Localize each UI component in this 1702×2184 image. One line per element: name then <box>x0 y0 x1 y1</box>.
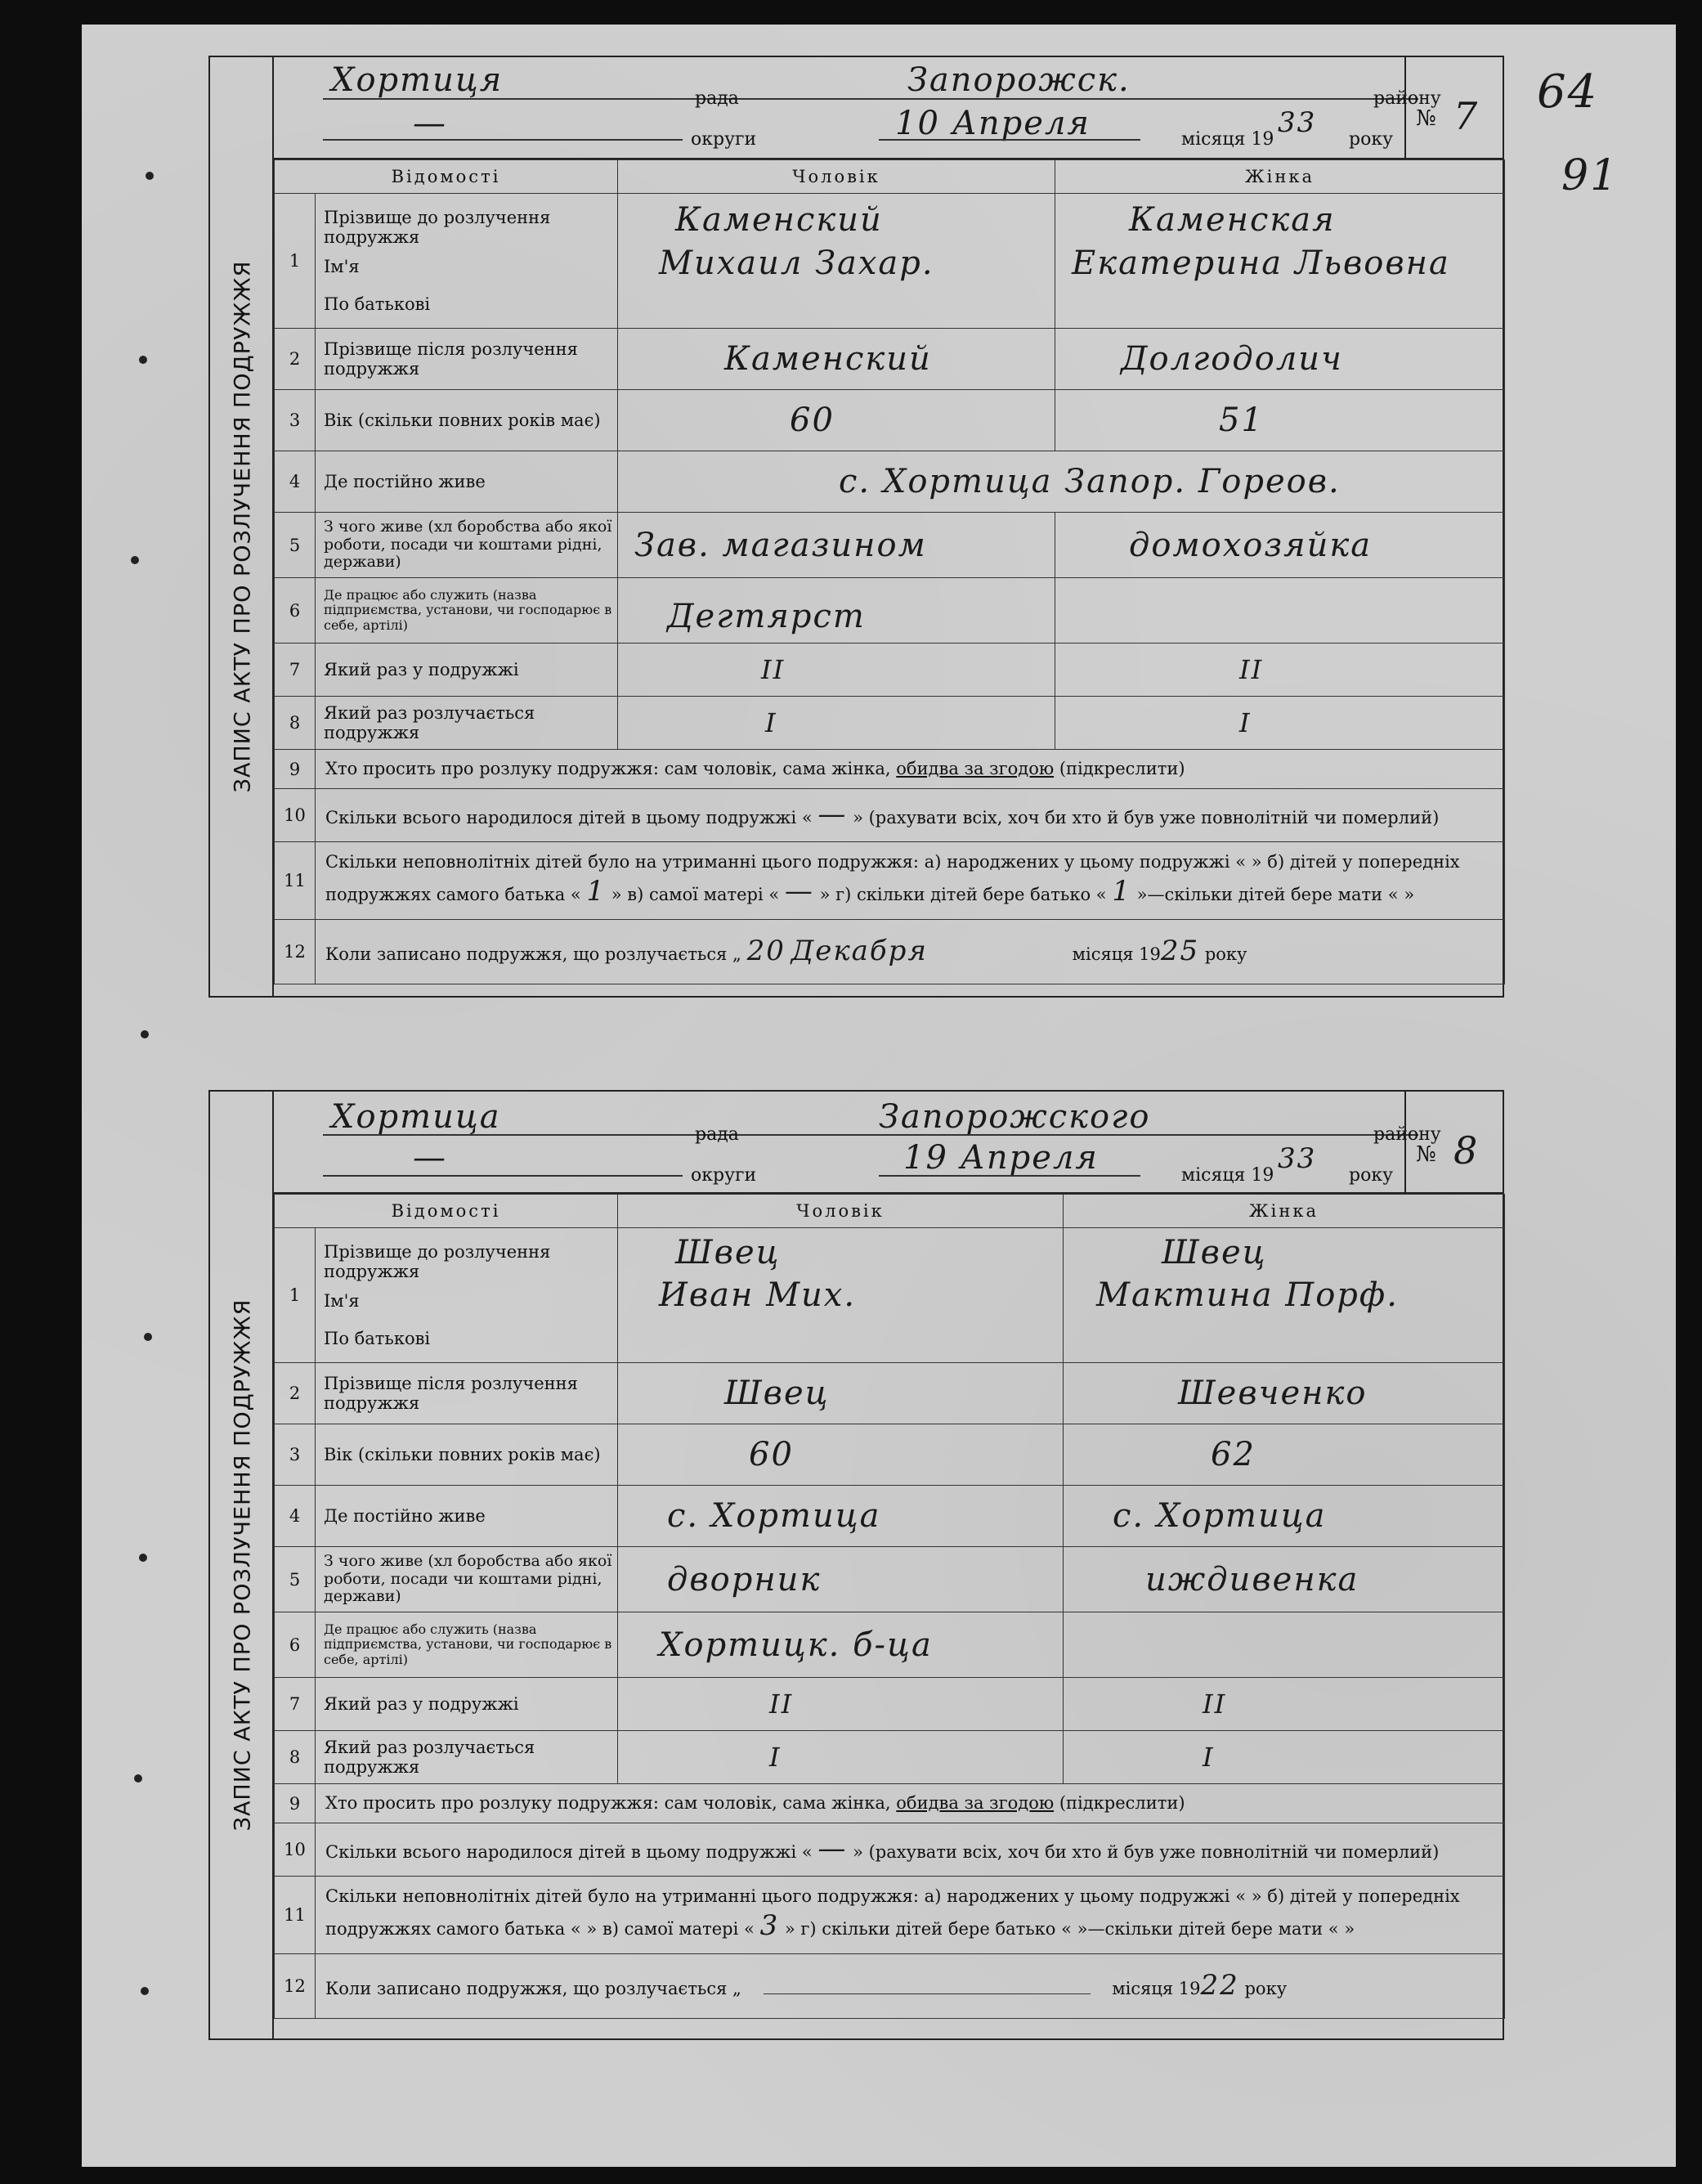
label-livelihood: З чого живе (хл боробства або якої роботи, посади чи коштами рідні, держави) <box>324 1551 612 1606</box>
wife-age-cell <box>1064 1424 1505 1486</box>
row-number: 4 <box>275 1486 316 1547</box>
husband-marriage-no: II <box>769 1688 794 1720</box>
wife-names-cell <box>1064 1228 1505 1363</box>
husband-marriage-no: II <box>761 654 786 685</box>
okruha-label: округи <box>691 129 757 150</box>
rada-value: Хортица <box>331 1098 501 1136</box>
wife-names-cell <box>1055 194 1505 329</box>
row-label: Який раз розлучається подружжя <box>316 1731 618 1784</box>
husband-livelihood-cell <box>618 1547 1064 1612</box>
mother-prev-label: » в) самої матері « <box>611 885 780 905</box>
row-number: 11 <box>275 1877 316 1954</box>
side-title: ЗАПИС АКТУ ПРО РОЗЛУЧЕННЯ ПОДРУЖЖЯ <box>230 1298 256 1832</box>
table-row <box>275 1823 1505 1877</box>
table-row <box>275 1731 1505 1784</box>
row-number: 3 <box>275 1424 316 1486</box>
month-label: місяця 19 <box>1181 129 1274 150</box>
row-label: Вік (скільки повних років має) <box>316 1424 618 1486</box>
wife-livelihood: домохозяйка <box>1129 526 1373 564</box>
table-row <box>275 1363 1505 1424</box>
wife-age-cell <box>1055 390 1505 451</box>
year-label: року <box>1349 1165 1394 1186</box>
table-row <box>275 1228 1505 1363</box>
husband-residence: с. Хортица <box>667 1497 881 1535</box>
both-by-consent: обидва за згодою <box>896 1793 1055 1814</box>
row-number: 10 <box>275 1823 316 1877</box>
label-workplace: Де працює або служить (назва підприємства, установи, чи господарює в себе, артілі) <box>324 1621 612 1667</box>
col-header-husband: Чоловік <box>618 160 1055 194</box>
who-requests-cell <box>316 750 1505 789</box>
divorce-record-2 <box>208 1090 1504 2040</box>
father-takes-label: » г) скільки дітей бере батько « <box>784 1919 1072 1940</box>
husband-age: 60 <box>749 1436 794 1473</box>
husband-names-cell <box>618 1228 1064 1363</box>
wife-marriage-no-cell <box>1055 644 1505 697</box>
table-header-row <box>275 1195 1505 1228</box>
number-sign: № <box>1416 106 1436 131</box>
label-name: Ім'я <box>324 257 360 276</box>
mother-prev-children: 3 <box>759 1909 780 1943</box>
row-label: Який раз у подружжі <box>316 644 618 697</box>
row-label <box>316 513 618 578</box>
record-number: 8 <box>1453 1128 1480 1173</box>
wife-surname-before: Швец <box>1162 1234 1267 1271</box>
residence: с. Хортица Запор. Гореов. <box>839 463 1341 500</box>
underline-note: (підкреслити) <box>1059 1793 1185 1814</box>
side-title: ЗАПИС АКТУ ПРО РОЗЛУЧЕННЯ ПОДРУЖЖЯ <box>230 260 256 793</box>
marriage-date-cell <box>316 1954 1505 2019</box>
row-label: Де постійно живе <box>316 1486 618 1547</box>
number-box <box>1404 57 1503 158</box>
wife-workplace-cell <box>1064 1612 1505 1678</box>
record-year: 33 <box>1278 106 1317 139</box>
row-label <box>316 1612 618 1678</box>
husband-surname-after: Каменский <box>724 340 932 378</box>
wife-marriage-no-cell <box>1064 1678 1505 1731</box>
punch-hole <box>131 556 139 564</box>
husband-divorce-no-cell <box>618 697 1055 750</box>
wife-divorce-no-cell <box>1055 697 1505 750</box>
wife-divorce-no-cell <box>1064 1731 1505 1784</box>
husband-surname-after-cell <box>618 1363 1064 1424</box>
row-number: 2 <box>275 329 316 390</box>
wife-surname-before: Каменская <box>1129 201 1336 239</box>
husband-age-cell <box>618 1424 1064 1486</box>
marriage-date-blank <box>764 1993 1091 1994</box>
table-row <box>275 789 1505 842</box>
col-header-vidomosti: Відомості <box>275 1195 618 1228</box>
children-total-cell <box>316 1823 1505 1877</box>
wife-name-patronymic: Екатерина Львовна <box>1072 244 1450 282</box>
children-total-label: Скільки всього народилося дітей в цьому подружжі « <box>325 1842 813 1863</box>
wife-livelihood-cell <box>1064 1547 1505 1612</box>
husband-workplace-cell <box>618 1612 1064 1678</box>
children-total: — <box>817 1832 848 1866</box>
label-surname-before: Прізвище до розлучення подружжя <box>324 1241 551 1281</box>
closing-quote: » <box>1404 885 1415 905</box>
minor-children-label: Скільки неповнолітніх дітей було на утриманні цього подружжя: а) народжених у цьому подружжі « <box>325 851 1247 872</box>
row-number: 8 <box>275 1731 316 1784</box>
row-number: 11 <box>275 842 316 920</box>
minor-children-cell <box>316 842 1505 920</box>
wife-workplace-cell <box>1055 578 1505 644</box>
table-row <box>275 578 1505 644</box>
record-year: 33 <box>1278 1142 1317 1175</box>
married-month-label: місяця 19 <box>1112 1979 1201 1999</box>
father-prev-label: » б) дітей у попередніх подружжях самого батька « <box>325 851 1460 905</box>
table-row <box>275 1678 1505 1731</box>
okruha-label: округи <box>691 1165 757 1186</box>
record-date: 10 Апреля <box>895 105 1091 142</box>
month-label: місяця 19 <box>1181 1165 1274 1186</box>
wife-residence: с. Хортица <box>1113 1497 1327 1535</box>
children-total-note: » (рахувати всіх, хоч би хто й був уже повнолітній чи померлий) <box>853 1842 1440 1863</box>
row-label <box>316 194 618 329</box>
husband-livelihood-cell <box>618 513 1055 578</box>
record-date: 19 Апреля <box>903 1139 1099 1177</box>
row-number: 9 <box>275 1784 316 1823</box>
wife-divorce-no: I <box>1203 1742 1215 1773</box>
table-row <box>275 1547 1505 1612</box>
wife-name-patronymic: Мактина Порф. <box>1096 1276 1399 1314</box>
record-number-alt: 64 <box>1537 65 1599 119</box>
col-header-wife: Жінка <box>1064 1195 1505 1228</box>
row-number: 5 <box>275 1547 316 1612</box>
row-number: 5 <box>275 513 316 578</box>
label-patronymic: По батькові <box>324 294 431 315</box>
underline-note: (підкреслити) <box>1059 759 1185 779</box>
date-line <box>879 1175 1140 1177</box>
row-number: 9 <box>275 750 316 789</box>
table-row <box>275 1424 1505 1486</box>
wife-age: 51 <box>1219 401 1264 439</box>
husband-livelihood: дворник <box>667 1560 822 1599</box>
children-total-cell <box>316 789 1505 842</box>
wife-residence-cell <box>1064 1486 1505 1547</box>
husband-divorce-no: I <box>769 1742 782 1773</box>
side-title-box <box>208 56 274 998</box>
husband-livelihood: Зав. магазином <box>634 526 927 564</box>
rada-value: Хортиця <box>331 61 504 99</box>
wife-livelihood-cell <box>1055 513 1505 578</box>
table-row <box>275 1784 1505 1823</box>
table-row <box>275 390 1505 451</box>
marriage-date-cell <box>316 920 1505 984</box>
okruha-line <box>323 1175 683 1177</box>
row-number: 7 <box>275 1678 316 1731</box>
marriage-date-label: Коли записано подружжя, що розлучається „ <box>325 944 741 965</box>
row-number: 2 <box>275 1363 316 1424</box>
punch-hole <box>134 1774 142 1783</box>
children-total: — <box>817 798 848 832</box>
married-year-label: року <box>1204 944 1247 965</box>
married-day: 20 <box>746 935 786 968</box>
row-number: 6 <box>275 1612 316 1678</box>
table-row <box>275 194 1505 329</box>
label-name: Ім'я <box>324 1291 360 1311</box>
row-number: 12 <box>275 920 316 984</box>
table-row <box>275 329 1505 390</box>
husband-age-cell <box>618 390 1055 451</box>
husband-divorce-no-cell <box>618 1731 1064 1784</box>
row-label <box>316 1547 618 1612</box>
wife-livelihood: иждивенка <box>1145 1560 1359 1599</box>
date-line <box>879 139 1140 141</box>
husband-surname-before: Швец <box>675 1234 781 1271</box>
punch-hole <box>141 1987 149 1995</box>
table-row <box>275 920 1505 984</box>
row-label: Прізвище після розлучення подружжя <box>316 329 618 390</box>
husband-residence-cell <box>618 1486 1064 1547</box>
husband-divorce-no: I <box>765 707 777 738</box>
raion-value: Запорожского <box>879 1098 1151 1136</box>
husband-name-patronymic: Михаил Захар. <box>659 244 934 282</box>
table-row <box>275 842 1505 920</box>
children-total-label: Скільки всього народилося дітей в цьому подружжі « <box>325 808 813 828</box>
row-number: 12 <box>275 1954 316 2019</box>
row-label: Який раз у подружжі <box>316 1678 618 1731</box>
both-by-consent: обидва за згодою <box>896 759 1055 779</box>
okruha-value: — <box>413 1139 447 1177</box>
raion-label: району <box>1373 1124 1441 1145</box>
row-number: 6 <box>275 578 316 644</box>
raion-line <box>748 1134 1418 1136</box>
raion-line <box>748 98 1418 100</box>
number-sign: № <box>1416 1142 1436 1167</box>
husband-marriage-no-cell <box>618 644 1055 697</box>
col-header-husband: Чоловік <box>618 1195 1064 1228</box>
mother-prev-label: » в) самої матері « <box>586 1919 755 1940</box>
married-year-label: року <box>1244 1979 1288 1999</box>
divorce-record-1 <box>208 56 1504 998</box>
husband-marriage-no-cell <box>618 1678 1064 1731</box>
row-number: 4 <box>275 451 316 513</box>
row-label <box>316 578 618 644</box>
who-requests-text: Хто просить про розлуку подружжя: сам чоловік, сама жінка, <box>325 1793 891 1814</box>
who-requests-text: Хто просить про розлуку подружжя: сам чоловік, сама жінка, <box>325 759 891 779</box>
wife-divorce-no: I <box>1239 707 1252 738</box>
punch-hole <box>139 356 147 364</box>
record-frame <box>274 1090 1504 2040</box>
minor-children-label: Скільки неповнолітніх дітей було на утриманні цього подружжя: а) народжених у цьому подружжі « <box>325 1886 1247 1906</box>
closing-quote: » <box>1344 1919 1355 1940</box>
raion-value: Запорожск. <box>907 61 1131 99</box>
table-row <box>275 1486 1505 1547</box>
table-row <box>275 697 1505 750</box>
record-header <box>274 1092 1503 1194</box>
label-surname-before: Прізвище до розлучення подружжя <box>324 207 551 247</box>
husband-names-cell <box>618 194 1055 329</box>
residence-cell <box>618 451 1505 513</box>
row-number: 10 <box>275 789 316 842</box>
rada-label: рада <box>695 1124 739 1145</box>
table-row <box>275 513 1505 578</box>
father-prev-label: » б) дітей у попередніх подружжях самого батька « <box>325 1886 1460 1940</box>
children-total-note: » (рахувати всіх, хоч би хто й був уже повнолітній чи померлий) <box>853 808 1440 828</box>
punch-hole <box>146 172 154 180</box>
record-number: 7 <box>1453 94 1480 138</box>
minor-children-cell <box>316 1877 1505 1954</box>
col-header-vidomosti: Відомості <box>275 160 618 194</box>
husband-age: 60 <box>790 401 835 439</box>
table-header-row <box>275 160 1505 194</box>
husband-surname-after: Швец <box>724 1375 830 1412</box>
table-row <box>275 1612 1505 1678</box>
row-label <box>316 1228 618 1363</box>
table-row <box>275 1877 1505 1954</box>
row-number: 7 <box>275 644 316 697</box>
row-label: Прізвище після розлучення подружжя <box>316 1363 618 1424</box>
father-takes-label: » г) скільки дітей бере батько « <box>819 885 1107 905</box>
punch-hole <box>139 1554 147 1562</box>
table-row <box>275 644 1505 697</box>
husband-workplace: Дегтярст <box>667 598 866 636</box>
record-frame <box>274 56 1504 998</box>
punch-hole <box>141 1030 149 1038</box>
wife-marriage-no: II <box>1239 654 1264 685</box>
punch-hole <box>144 1333 152 1341</box>
label-workplace: Де працює або служить (назва підприємства, установи, чи господарює в себе, артілі) <box>324 586 612 633</box>
row-number: 3 <box>275 390 316 451</box>
husband-surname-after-cell <box>618 329 1055 390</box>
married-month-label: місяця 19 <box>1072 944 1161 965</box>
record-table <box>274 159 1505 984</box>
label-livelihood: З чого живе (хл боробства або якої роботи, посади чи коштами рідні, держави) <box>324 517 612 572</box>
record-header <box>274 57 1503 159</box>
okruha-value: — <box>413 105 447 142</box>
wife-age: 62 <box>1211 1436 1256 1473</box>
row-label: Де постійно живе <box>316 451 618 513</box>
husband-workplace-cell <box>618 578 1055 644</box>
wife-marriage-no: II <box>1203 1688 1227 1720</box>
husband-name-patronymic: Иван Мих. <box>659 1276 857 1314</box>
wife-surname-after: Долгодолич <box>1121 340 1343 378</box>
row-number: 1 <box>275 1228 316 1363</box>
table-row <box>275 1954 1505 2019</box>
mother-takes-label: »—скільки дітей бере мати « <box>1077 1919 1339 1940</box>
table-row <box>275 451 1505 513</box>
label-patronymic: По батькові <box>324 1329 431 1349</box>
who-requests-cell <box>316 1784 1505 1823</box>
wife-surname-after-cell <box>1064 1363 1505 1424</box>
col-header-wife: Жінка <box>1055 160 1505 194</box>
row-number: 1 <box>275 194 316 329</box>
okruha-line <box>323 139 683 141</box>
row-label: Вік (скільки повних років має) <box>316 390 618 451</box>
mother-prev-children: — <box>784 875 814 908</box>
wife-surname-after-cell <box>1055 329 1505 390</box>
record-table <box>274 1194 1505 2019</box>
margin-number: 91 <box>1561 151 1619 200</box>
husband-surname-before: Каменский <box>675 201 883 239</box>
table-row <box>275 750 1505 789</box>
year-label: року <box>1349 129 1394 150</box>
married-year: 22 <box>1200 1969 1239 2002</box>
married-year: 25 <box>1160 935 1200 968</box>
row-label: Який раз розлучається подружжя <box>316 697 618 750</box>
wife-surname-after: Шевченко <box>1178 1375 1368 1412</box>
mother-takes-label: »—скільки дітей бере мати « <box>1136 885 1399 905</box>
row-number: 8 <box>275 697 316 750</box>
marriage-date-label: Коли записано подружжя, що розлучається „ <box>325 1979 741 1999</box>
side-title-box <box>208 1090 274 2040</box>
rada-label: рада <box>695 88 739 109</box>
father-takes-children: 1 <box>1112 875 1131 908</box>
husband-workplace: Хортицк. б-ца <box>659 1626 933 1664</box>
raion-label: району <box>1373 88 1441 109</box>
number-box <box>1404 1092 1503 1192</box>
married-month: Декабря <box>791 935 928 968</box>
father-prev-children: 1 <box>586 875 607 908</box>
